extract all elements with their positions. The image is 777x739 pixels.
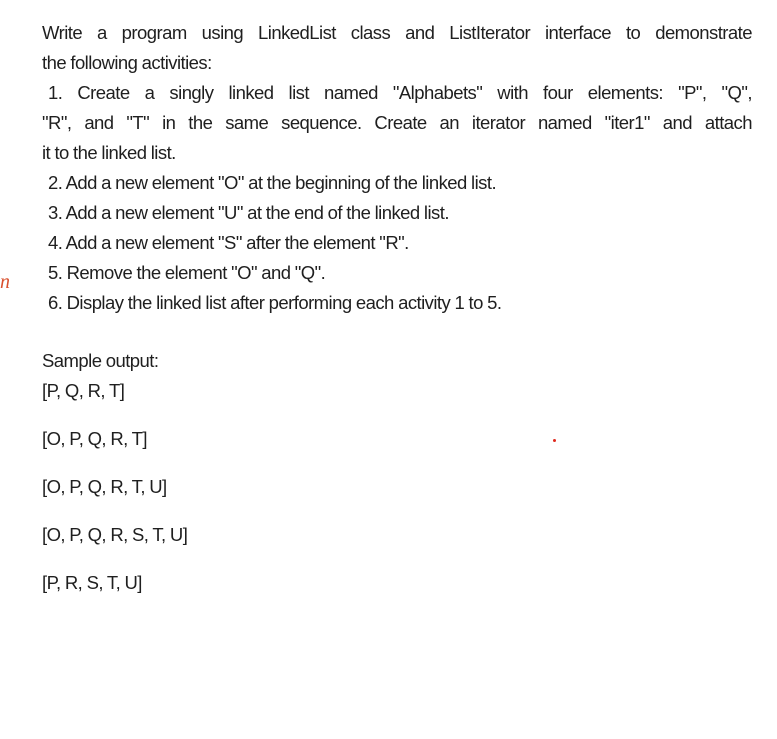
margin-annotation: n: [0, 271, 10, 293]
section-spacer: [42, 318, 752, 346]
sample-output-line-2: [O, P, Q, R, T]: [42, 428, 148, 449]
step-1-line-1: 1. Create a singly linked list named "Alphabets" with four elements: "P", "Q",: [48, 82, 752, 103]
question-document: [42, 18, 752, 616]
step-2: 2. Add a new element "O" at the beginning of the linked list.: [48, 172, 497, 193]
sample-output-line-4: [O, P, Q, R, S, T, U]: [42, 524, 188, 545]
sample-output-title: Sample output:: [42, 350, 159, 371]
sample-output-line-1: [P, Q, R, T]: [42, 380, 125, 401]
step-5: 5. Remove the element "O" and "Q".: [48, 262, 326, 283]
step-1-line-3: it to the linked list.: [42, 142, 176, 163]
step-1-line-2: "R", and "T" in the same sequence. Create an iterator named "iter1" and attach: [42, 112, 752, 133]
step-6: 6. Display the linked list after performing each activity 1 to 5.: [48, 292, 502, 313]
sample-output-line-3: [O, P, Q, R, T, U]: [42, 476, 167, 497]
question-line-1: Write a program using LinkedList class and ListIterator interface to demonstrate: [42, 22, 752, 43]
step-4: 4. Add a new element "S" after the element "R".: [48, 232, 409, 253]
question-line-2: the following activities:: [42, 52, 212, 73]
sample-output-line-5: [P, R, S, T, U]: [42, 572, 142, 593]
step-3: 3. Add a new element "U" at the end of the linked list.: [48, 202, 449, 223]
